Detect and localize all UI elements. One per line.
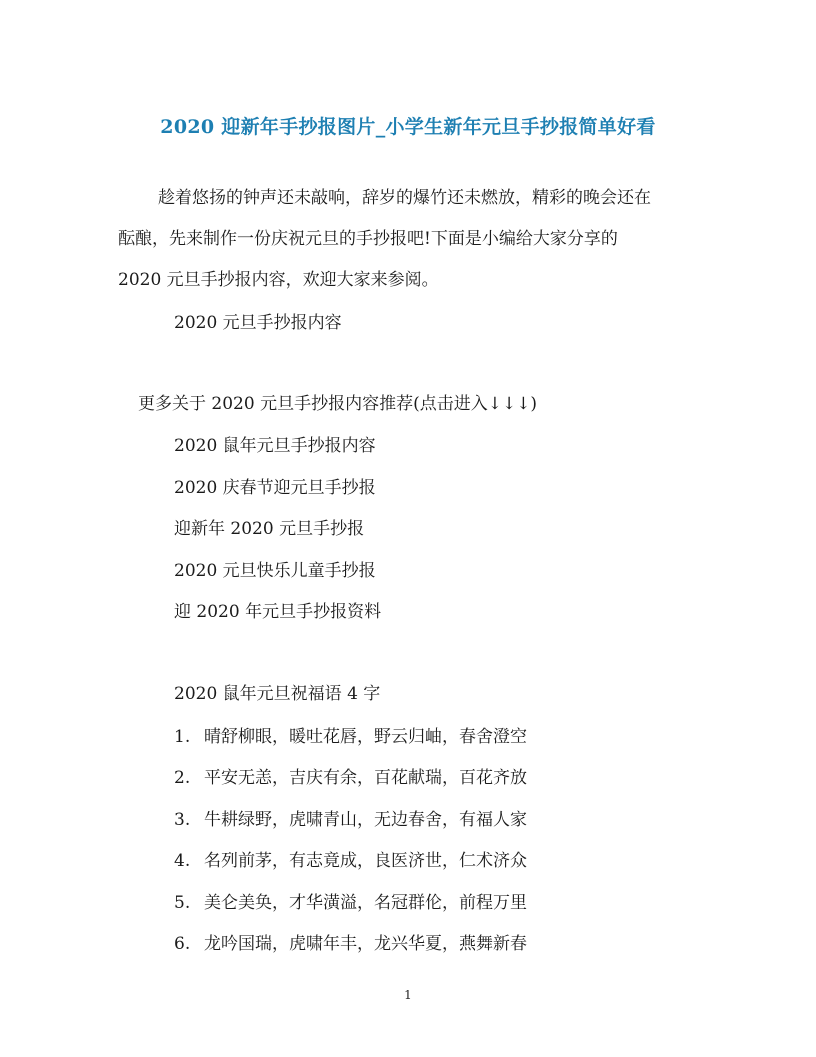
list-number: 5. <box>174 893 191 913</box>
subheading: 2020 元旦手抄报内容 <box>174 313 342 333</box>
blessings-heading: 2020 鼠年元旦祝福语 4 字 <box>174 684 381 704</box>
intro-paragraph <box>118 178 703 301</box>
recommend-link[interactable]: 2020 庆春节迎元旦手抄报 <box>174 478 376 498</box>
list-item <box>174 766 527 790</box>
recommend-link[interactable]: 2020 元旦快乐儿童手抄报 <box>174 561 376 581</box>
list-item <box>174 849 527 873</box>
list-number: 6. <box>174 934 191 954</box>
list-number: 2. <box>174 768 191 788</box>
page-number: 1 <box>404 988 412 1002</box>
list-item <box>174 932 527 956</box>
document-title: 2020 迎新年手抄报图片_小学生新年元旦手抄报简单好看 <box>160 116 656 138</box>
list-text: 晴舒柳眼，暖吐花唇，野云归岫，春舍澄空 <box>204 727 527 747</box>
recommend-heading: 更多关于 2020 元旦手抄报内容推荐(点击进入↓↓↓) <box>138 394 538 414</box>
list-number: 4. <box>174 851 191 871</box>
recommend-link[interactable]: 迎新年 2020 元旦手抄报 <box>174 519 365 539</box>
list-text: 龙吟国瑞，虎啸年丰，龙兴华夏，燕舞新春 <box>204 934 527 954</box>
list-text: 美仑美奂，才华潢溢，名冠群伦，前程万里 <box>204 893 527 913</box>
list-item <box>174 808 527 832</box>
list-number: 3. <box>174 810 191 830</box>
list-text: 名列前茅，有志竟成，良医济世，仁术济众 <box>204 851 527 871</box>
recommend-link[interactable]: 2020 鼠年元旦手抄报内容 <box>174 436 376 456</box>
list-text: 牛耕绿野，虎啸青山，无边春舍，有福人家 <box>204 810 527 830</box>
intro-line: 2020 元旦手抄报内容，欢迎大家来参阅。 <box>118 270 439 290</box>
list-item <box>174 725 527 749</box>
list-number: 1. <box>174 727 191 747</box>
intro-line: 趁着悠扬的钟声还未敲响，辞岁的爆竹还未燃放，精彩的晚会还在 <box>158 188 651 208</box>
list-item <box>174 891 527 915</box>
recommend-link[interactable]: 迎 2020 年元旦手抄报资料 <box>174 602 382 622</box>
intro-line: 酝酿，先来制作一份庆祝元旦的手抄报吧!下面是小编给大家分享的 <box>118 229 618 249</box>
list-text: 平安无恙，吉庆有余，百花献瑞，百花齐放 <box>204 768 527 788</box>
